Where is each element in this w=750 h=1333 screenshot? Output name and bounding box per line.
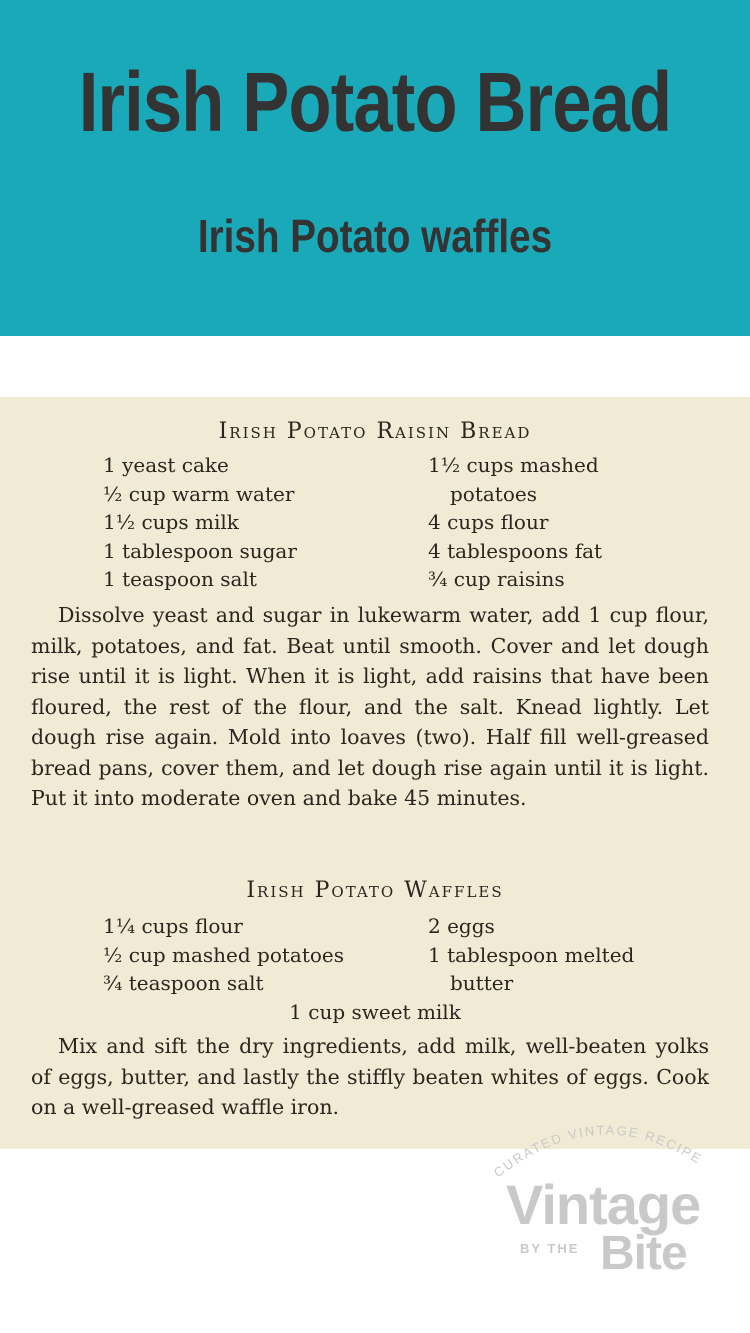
recipe1-right-ingredients: [428, 451, 602, 594]
ingredient-item: potatoes: [450, 481, 537, 506]
page-subtitle: Irish Potato waffles: [197, 210, 553, 262]
logo-by-the: BY THE: [520, 1241, 580, 1256]
recipe2-heading: Irish Potato Waffles: [246, 878, 504, 903]
recipe2-directions: Mix and sift the dry ingredients, add milk, well-beaten yolks of eggs, butter, and lastly the stiffly beaten whites of eggs. Cook on a well-greased waffle iron.: [31, 1034, 709, 1119]
ingredient-item: 1 teaspoon salt: [103, 567, 257, 591]
ingredient-item: ½ cup warm water: [103, 481, 295, 506]
page-title: Irish Potato Bread: [78, 55, 672, 149]
recipe1-heading: Irish Potato Raisin Bread: [218, 419, 532, 444]
recipe2-left-ingredients: [103, 912, 344, 998]
ingredient-item: 4 tablespoons fat: [428, 538, 603, 563]
ingredient-item: ½ cup mashed potatoes: [103, 942, 344, 967]
ingredient-item: 1½ cups mashed: [428, 453, 599, 477]
logo-vintage-word: Vintage: [506, 1173, 701, 1236]
ingredient-item: 4 cups flour: [428, 510, 549, 534]
logo-arc-label: CURATED VINTAGE RECIPE: [490, 1122, 706, 1181]
title-banner: [0, 0, 750, 336]
ingredient-item: 1½ cups milk: [103, 510, 239, 534]
ingredient-item: ¾ cup raisins: [428, 567, 565, 591]
recipe-scan: [0, 397, 750, 1149]
ingredient-item: butter: [450, 971, 514, 995]
recipe2-right-ingredients: [428, 912, 634, 998]
logo-bite-word: Bite: [600, 1227, 687, 1280]
recipe2-center-ingredient: 1 cup sweet milk: [289, 1000, 461, 1024]
ingredient-item: ¾ teaspoon salt: [103, 971, 264, 995]
ingredient-item: 1 tablespoon melted: [428, 942, 635, 967]
ingredient-item: 2 eggs: [428, 914, 495, 938]
ingredient-item: 1 tablespoon sugar: [103, 538, 297, 563]
recipe1-left-ingredients: [103, 451, 297, 594]
recipe1-directions: Dissolve yeast and sugar in lukewarm water, add 1 cup flour, milk, potatoes, and fat. Beat until smooth. Cover and let dough rise until it is light. When it is light, add raisins that have been floured, the rest of the flour, and the salt. Knead lightly. Let dough rise again. Mold into loaves (two). Half fill well-greased bread pans, cover them, and let dough rise again until it is light. Put it into moderate oven and bake 45 minutes.: [31, 603, 709, 810]
ingredient-item: 1¼ cups flour: [103, 914, 243, 938]
ingredient-item: 1 yeast cake: [103, 453, 229, 477]
